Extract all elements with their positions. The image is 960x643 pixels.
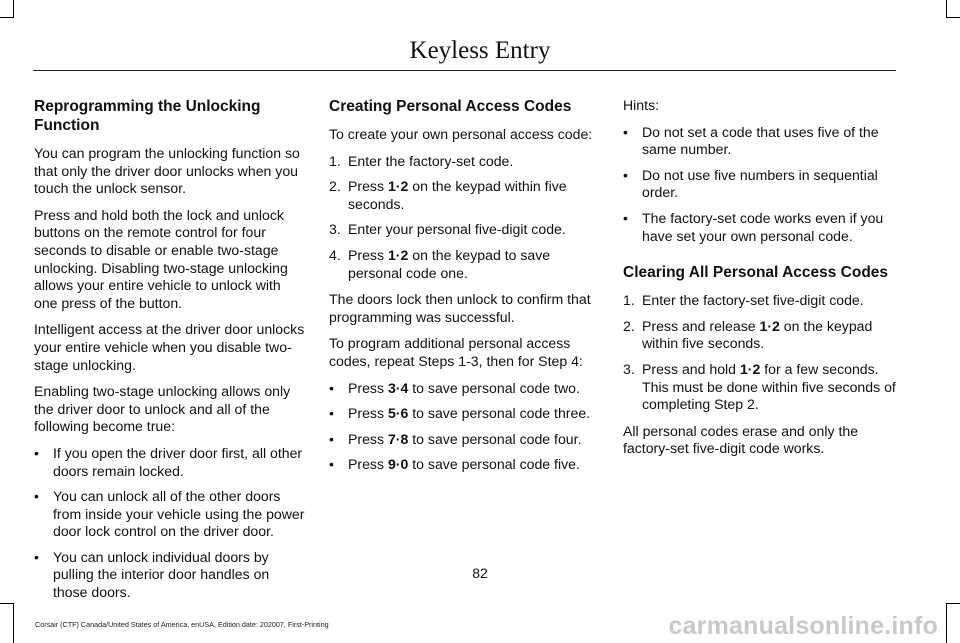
section-heading-reprogramming: Reprogramming the Unlocking Function <box>34 98 261 134</box>
list-item <box>623 318 898 353</box>
list-item-text: The factory-set code works even if you have set your own personal code. <box>642 209 884 244</box>
list-item <box>329 153 604 171</box>
column-reprogramming <box>34 97 306 611</box>
step-text: on the keypad to save personal code one. <box>348 246 551 281</box>
crop-mark-bottom-left <box>0 603 13 604</box>
section-heading-creating-codes: Creating Personal Access Codes <box>329 98 572 115</box>
page-number: 82 <box>472 565 488 581</box>
list-item <box>34 488 306 541</box>
step-text: Press and release <box>642 317 760 334</box>
crop-mark-bottom-right <box>946 603 947 643</box>
button-code: 1·2 <box>387 246 409 263</box>
item-text: to save personal code five. <box>408 456 580 473</box>
step-text: on the keypad within five seconds. <box>642 317 873 352</box>
crop-mark-bottom-right <box>947 603 960 604</box>
list-item-text: You can unlock all of the other doors from inside your vehicle using the power door lock control on the driver door. <box>53 488 305 540</box>
step-text: Enter the factory-set code. <box>348 152 514 169</box>
crop-mark-top-right <box>946 0 947 18</box>
step-number: 1. <box>329 152 341 169</box>
list-item-text: You can unlock individual doors by pulling the interior door handles on those doors. <box>53 548 270 601</box>
numbered-list <box>623 292 898 414</box>
paragraph: Press and hold both the lock and unlock buttons on the remote control for four seconds to disable or enable two-stage unlocking. Disabling two-stage unlocking allows your entire vehicle to unlock with one press of the button. <box>34 206 288 311</box>
button-code: 1·2 <box>739 360 761 377</box>
list-item <box>329 380 604 398</box>
paragraph: Enabling two-stage unlocking allows only the driver door to unlock and all of the following become true: <box>34 383 291 435</box>
item-text: to save personal code two. <box>408 379 580 396</box>
button-code: 1·2 <box>387 178 409 195</box>
bullet-marker: • <box>623 123 628 140</box>
title-divider <box>33 70 896 71</box>
watermark-logo: carmanualsonline.info <box>668 612 938 640</box>
list-item <box>329 247 604 282</box>
bullet-marker: • <box>329 456 334 473</box>
column-hints-clearing <box>623 97 898 467</box>
step-number: 2. <box>329 178 341 195</box>
list-item <box>329 456 604 474</box>
step-text: for a few seconds. This must be done within five seconds of completing Step 2. <box>642 360 896 413</box>
list-item-text: If you open the driver door first, all other doors remain locked. <box>53 444 303 479</box>
item-text: Press <box>348 379 388 396</box>
page-title: Keyless Entry <box>409 37 551 64</box>
paragraph: You can program the unlocking function so that only the driver door unlocks when you touch the unlock sensor. <box>34 145 300 197</box>
paragraph: To create your own personal access code: <box>329 126 593 142</box>
list-item <box>329 431 604 449</box>
button-code: 7·8 <box>387 430 409 447</box>
step-text: Enter your personal five-digit code. <box>348 221 566 238</box>
item-text: Press <box>348 405 388 422</box>
step-text: Press <box>348 246 388 263</box>
item-text: to save personal code three. <box>408 405 591 422</box>
list-item <box>623 292 898 310</box>
hints-label: Hints: <box>623 97 660 113</box>
step-number: 2. <box>623 317 635 334</box>
list-item <box>329 178 604 213</box>
list-item <box>329 221 604 239</box>
crop-mark-bottom-left <box>13 603 14 643</box>
list-item <box>623 167 898 202</box>
step-number: 3. <box>623 360 635 377</box>
bullet-marker: • <box>34 548 39 565</box>
list-item-text: Do not use five numbers in sequential order. <box>642 166 878 201</box>
button-code: 1·2 <box>759 317 780 334</box>
bullet-marker: • <box>34 488 39 505</box>
edition-footer: Corsair (CTF) Canada/United States of America, enUSA, Edition date: 202007, First-Printing <box>35 620 329 629</box>
numbered-list <box>329 153 604 283</box>
bullet-marker: • <box>623 209 628 226</box>
step-text: Press and hold <box>642 360 740 377</box>
list-item <box>623 124 898 159</box>
step-text: Press <box>348 178 388 195</box>
section-heading-clearing-codes: Clearing All Personal Access Codes <box>623 264 889 282</box>
step-text: Enter the factory-set five-digit code. <box>642 292 864 309</box>
bullet-list <box>329 380 604 474</box>
crop-mark-top-left <box>13 0 14 18</box>
step-number: 3. <box>329 221 341 238</box>
step-number: 1. <box>623 292 635 309</box>
paragraph: All personal codes erase and only the factory-set five-digit code works. <box>623 422 859 457</box>
item-text: Press <box>348 430 388 447</box>
list-item <box>623 210 898 245</box>
list-item <box>329 405 604 423</box>
list-item <box>34 445 306 480</box>
list-item <box>623 361 898 414</box>
bullet-marker: • <box>34 444 39 461</box>
button-code: 9·0 <box>387 456 409 473</box>
bullet-marker: • <box>329 379 334 396</box>
bullet-marker: • <box>329 430 334 447</box>
bullet-marker: • <box>329 405 334 422</box>
step-text: on the keypad within five seconds. <box>348 178 567 212</box>
column-creating-codes <box>329 97 604 483</box>
button-code: 3·4 <box>387 379 409 396</box>
paragraph: The doors lock then unlock to confirm that programming was successful. <box>329 291 591 325</box>
item-text: to save personal code four. <box>408 430 582 447</box>
bullet-list <box>623 124 898 246</box>
item-text: Press <box>348 456 388 473</box>
step-number: 4. <box>329 246 341 263</box>
button-code: 5·6 <box>387 405 409 422</box>
crop-mark-top-right <box>947 17 960 18</box>
paragraph: Intelligent access at the driver door unlocks your entire vehicle when you disable two-stage unlocking. <box>34 321 305 373</box>
crop-mark-top-left <box>0 17 13 18</box>
paragraph: To program additional personal access codes, repeat Steps 1-3, then for Step 4: <box>329 335 583 369</box>
bullet-marker: • <box>623 166 628 183</box>
list-item-text: Do not set a code that uses five of the same number. <box>642 123 879 158</box>
